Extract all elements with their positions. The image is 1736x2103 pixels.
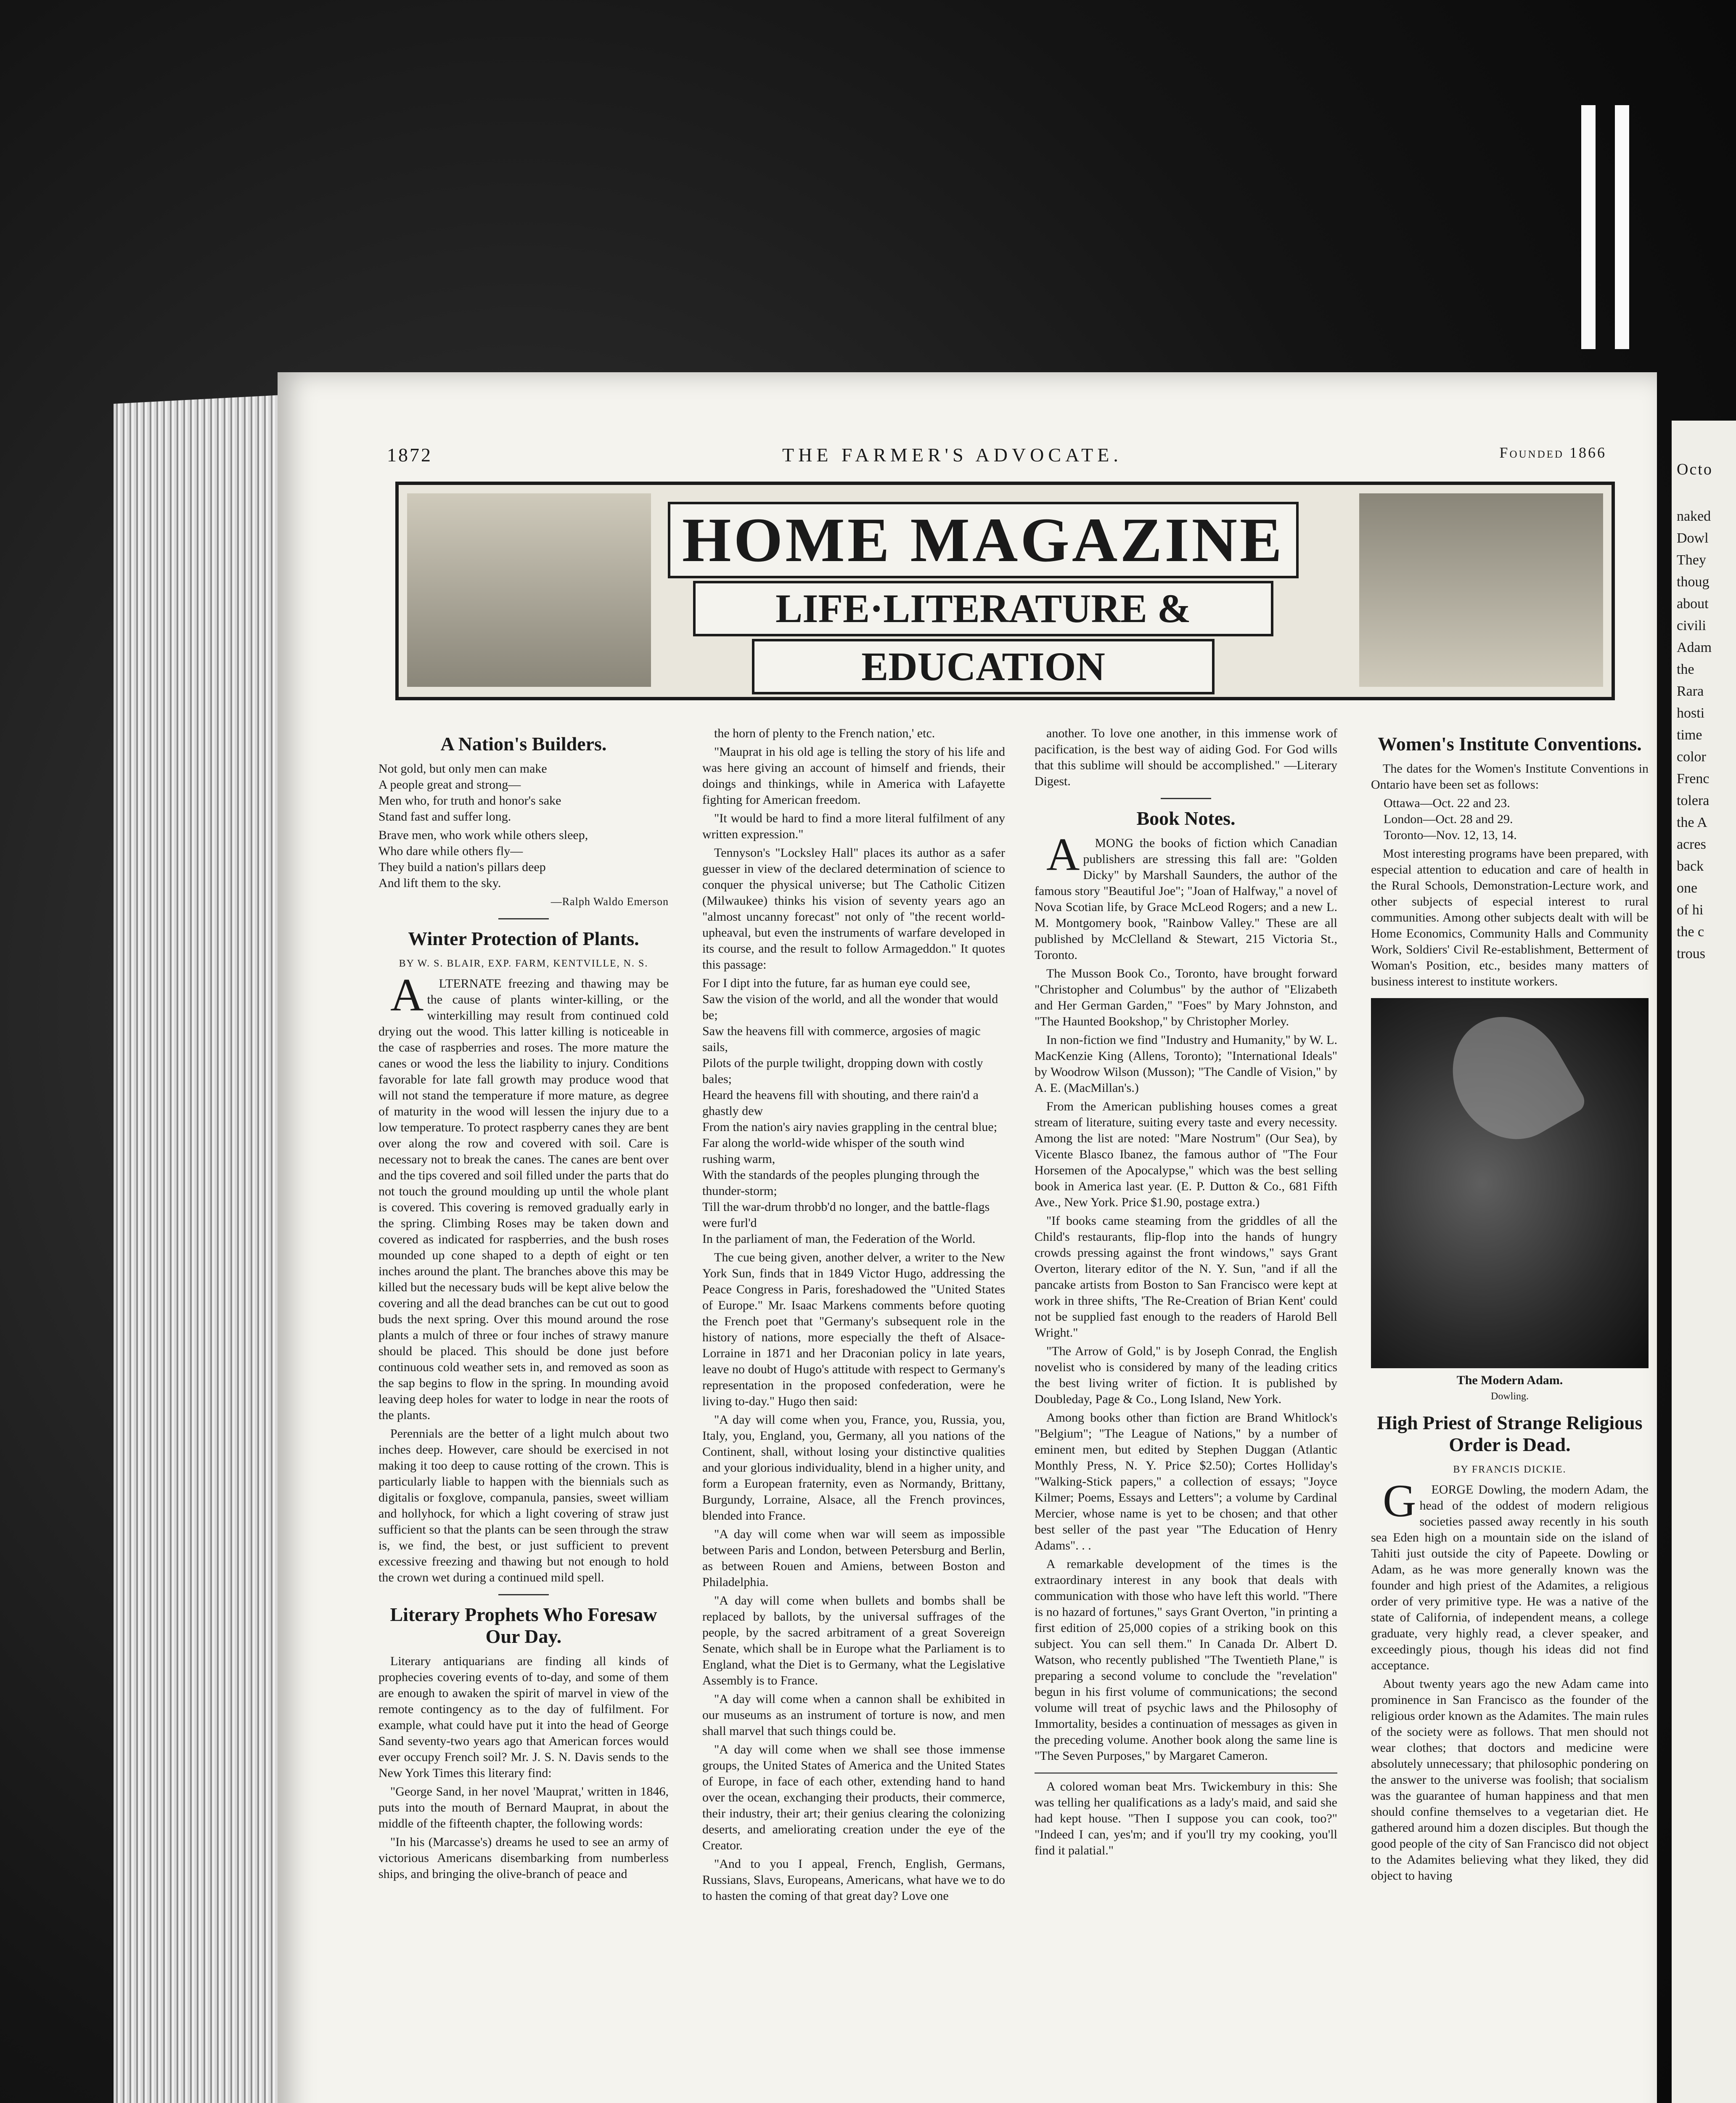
article-paragraph: another. To love one another, in this immense work of pacification, is the best way of aiding God. For God wills that this sublime will should be accomplished." —Literary Digest. — [1035, 726, 1337, 788]
facing-page-fragment — [1672, 421, 1736, 2103]
article-paragraph: "A day will come when you, France, you, Russia, you, Italy, you, England, you, Germany, all you nations of the Continent, shall, without losing your distinctive qualities and your glorious individuality, blend in a higher unity, and form a European fraternity, even as Normandy, Brittany, Burgundy, Lorraine, Alsace, all the French provinces, blended into France. — [702, 1413, 1005, 1523]
facing-page-line: civili — [1677, 618, 1706, 633]
facing-page-line: time — [1677, 727, 1702, 743]
anecdote-paragraph: A colored woman beat Mrs. Twickembury in this: She was telling her qualifications as a lady's maid, and said she had kept house. "Then I suppose you can cook, too?" "Indeed I can, yes'm; and if you'll try my cooking, you'll find it palatial." — [1035, 1780, 1337, 1857]
article-paragraph: "George Sand, in her novel 'Mauprat,' written in 1846, puts into the mouth of Bernard Mauprat, in about the middle of the fifteenth chapter, the following words: — [378, 1785, 669, 1830]
article-paragraph: "It would be hard to find a more literal fulfilment of any written expression." — [702, 811, 1005, 841]
facing-page-line: thoug — [1677, 574, 1710, 590]
facing-page-header: Octo — [1677, 461, 1713, 478]
article-paragraph: A remarkable development of the times is the extraordinary interest in any book that deals with communication with those who have left this world. "There is no hazard of fortunes," says Grant Overton, "in printing a first edition of 25,000 copies of a striking book on this subject. You can sell them." In Canada Dr. Albert D. Watson, who recently published "The Twentieth Plane," is preparing a second volume to conclude the "revelation" begun in his first volume of communications; the second volume will treat of psychic laws and the Philosophy of Immortality, besides a continuation of messages as given in the preceding volume. Another book along the same line is "The Seven Purposes," by Margaret Cameron. — [1035, 1557, 1337, 1763]
facing-page-line: tolera — [1677, 793, 1710, 808]
column-3 — [1035, 726, 1337, 1861]
article-paragraph: Among books other than fiction are Brand Whitlock's "Belgium"; "The League of Nations," by a number of eminent men, but edited by Stephen Duggan (Atlantic Monthly Press, N. Y. Price $2.50); Cortes Holliday's "Walking-Stick papers," a collection of essays; "Joyce Kilmer; Poems, Essays and Letters"; a volume by Cardinal Mercier, whose name is yet to be chosen; and that other best seller of the past year "The Education of Henry Adams". . . — [1035, 1411, 1337, 1552]
running-header — [278, 444, 1657, 469]
article-title: Women's Institute Conventions. — [1378, 733, 1642, 755]
facing-page-line: Frenc — [1677, 771, 1710, 787]
scanner-marker — [1581, 105, 1596, 349]
facing-page-line: about — [1677, 596, 1709, 612]
article-paragraph: ALTERNATE freezing and thawing may be the cause of plants winter-killing, or the winterkilling may result from continued cold drying out the wood. This latter killing is noticeable in the case of raspberries and roses. The more mature the canes or wood the less the liability to injury. Conditions favorable for late fall growth may produce wood that will not stand the temperature if more mature, as degree of maturity in the wood will lessen the injury due to a low temperature. To protect raspberry canes they are bent over along the row and covered with soil. Care is necessary not to break the canes. The canes are bent over and the tips covered and soil filled under the parts that do not touch the ground moulding up until the whole plant is covered. This covering is removed gradually early in the spring. Climbing Roses may be taken down and covered as indicated for raspberries, and the bush roses mounded up cone shaped to a depth of eight or ten inches around the plant. The branches above this may be killed but the necessary buds will be kept alive below the covering and all the dead branches can be cut out to good buds the next spring. Over this mound around the rose plants a mulch of three or four inches of strawy manure should be placed. This should be done just before continuous cold weather sets in, and removed as soon as the sap begins to flow in the spring. In mounding avoid leaving deep holes for water to lodge in near the roots of the plants. — [378, 969, 669, 1422]
facing-page-line: naked — [1677, 509, 1711, 524]
article-paragraph: The dates for the Women's Institute Conventions in Ontario have been set as follows: — [1371, 762, 1649, 792]
article-title: Literary Prophets Who Foresaw Our Day. — [390, 1604, 657, 1647]
article-paragraph: "A day will come when we shall see those immense groups, the United States of America and the United States of Europe, in face of each other, extending hand to hand over the ocean, exchanging their products, their commerce, their industry, their art; their genius clearing the colonizing deserts, and ameliorating creation under the eye of the Creator. — [702, 1743, 1005, 1852]
scanner-marker — [1615, 105, 1629, 349]
article-paragraph: "If books came steaming from the griddles of all the Child's restaurants, flip-flop into the hands of hungry crowds pressing against the front windows," says Grant Overton, literary editor of the N. Y. Sun, "and if all the pancake artists from Boston to San Francisco were kept at work in three shifts, 'The Re-Creation of Brian Kent' could not be supplied fast enough to the readers of Harold Bell Wright." — [1035, 1214, 1337, 1340]
facing-page-line: the — [1677, 662, 1694, 677]
article-paragraph: "A day will come when a cannon shall be exhibited in our museums as an instrument of torture is now, and men shall marvel that such things could be. — [702, 1692, 1005, 1738]
magazine-page — [278, 372, 1657, 2103]
photo-credit: Dowling. — [1491, 1391, 1529, 1402]
article-byline: BY FRANCIS DICKIE. — [1453, 1464, 1567, 1475]
article-paragraph: AMONG the books of fiction which Canadian publishers are stressing this fall are: "Golden Dicky" by Marshall Saunders, the author of the famous story "Beautiful Joe"; "Joan of Halfway," a novel of Nova Scotian life, by Grace McLeod Rogers; and a new L. M. Montgomery book, "Rainbow Valley." These are all published by McClelland & Stewart, 215 Victoria St., Toronto. — [1035, 829, 1337, 962]
article-paragraph: The Musson Book Co., Toronto, have brought forward "Christopher and Columbus" by the author of "Elizabeth and Her German Garden," "Foes" by Mary Johnston, and "The Haunted Bookshop," by Christopher Morley. — [1035, 967, 1337, 1028]
article-byline: BY W. S. BLAIR, EXP. FARM, KENTVILLE, N. S. — [399, 958, 648, 969]
article-paragraph: "A day will come when war will seem as impossible between Paris and London, between Petersburg and Berlin, as between Rouen and Amiens, between Boston and Philadelphia. — [702, 1527, 1005, 1589]
home-magazine-masthead — [395, 482, 1615, 700]
article-paragraph: "In his (Marcasse's) dreams he used to see an army of victorious Americans disembarking from numberless ships, and bringing the olive-branch of peace and — [378, 1835, 669, 1881]
facing-page-line: of hi — [1677, 902, 1704, 918]
facing-page-line: Rara — [1677, 683, 1704, 699]
modern-adam-photo — [1371, 998, 1649, 1368]
article-paragraph: "The Arrow of Gold," is by Joseph Conrad, the English novelist who is considered by many of the leading critics the best living writer of fiction. It is published by Doubleday, Page & Co., Long Island, New York. — [1035, 1344, 1337, 1406]
facing-page-line: Dowl — [1677, 530, 1709, 546]
fireplace-illustration — [1359, 493, 1603, 687]
banana-leaf-shape — [1431, 996, 1588, 1160]
article-paragraph: Tennyson's "Locksley Hall" places its author as a safer guesser in view of the declared determination of science to conquer the physical universe; but The Catholic Citizen (Milwaukee) thinks his vision of seventy years ago an "almost uncanny forecast" not only of "the recent world-upheaval, but even the instruments of warfare developed in its course, and the result to follow Armageddon." It quotes this passage: — [702, 846, 1005, 972]
convention-dates: Ottawa—Oct. 22 and 23. London—Oct. 28 and 29. Toronto—Nov. 12, 13, 14. — [1384, 796, 1517, 842]
divider — [1161, 798, 1211, 799]
article-title: Winter Protection of Plants. — [408, 928, 639, 949]
cottage-illustration — [407, 493, 651, 687]
poem-title: A Nation's Builders. — [440, 733, 607, 755]
article-paragraph: Literary antiquarians are finding all kinds of prophecies covering events of to-day, and some of them are enough to awaken the spirit of marvel in view of the remote contingency as to the day of fulfilment. For example, what could have put it into the head of George Sand seventy-two years ago that American forces would ever occupy French soil? Mr. J. S. N. Davis sends to the New York Times this literary find: — [378, 1654, 669, 1780]
article-paragraph: "A day will come when bullets and bombs shall be replaced by ballots, by the universal suffrages of the people, by the sacred arbitrament of a great Sovereign Senate, which shall be in Europe what the Parliament is to England, what the Diet is to Germany, what the Legislative Assembly is to France. — [702, 1594, 1005, 1687]
facing-page-line: They — [1677, 552, 1706, 568]
facing-page-text — [1672, 506, 1736, 965]
facing-page-line: the c — [1677, 924, 1704, 940]
article-title: Book Notes. — [1136, 808, 1236, 829]
facing-page-line: one — [1677, 880, 1698, 896]
facing-page-line: back — [1677, 858, 1704, 874]
facing-page-line: trous — [1677, 946, 1705, 961]
article-paragraph: From the American publishing houses comes a great stream of literature, suiting every taste and every necessity. Among the list are noted: "Mare Nostrum" (Our Sea), by Vicente Blasco Ibanez, the famous author of "The Four Horsemen of the Apocalypse," which was the best selling book in America last year. (E. P. Dutton & Co., 681 Fifth Ave., New York. Price $1.90, postage extra.) — [1035, 1099, 1337, 1209]
divider — [498, 1594, 549, 1595]
photo-caption: The Modern Adam. — [1456, 1373, 1563, 1387]
facing-page-line: hosti — [1677, 705, 1705, 721]
divider — [498, 918, 549, 919]
article-paragraph: About twenty years ago the new Adam came into prominence in San Francisco as the founder of the religious order known as the Adamites. The main rules of the society were as follows. That men should not wear clothes; that doctors and medicine were absolutely unnecessary; that philosophic pondering on the answer to the universe was foolish; that socialism was the guarantee of human happiness and that men should confine themselves to a vegetarian diet. He gathered around him a dozen disciples. But though the good people of the city of San Francisco did not object to the Adamites believing what they liked, they did object to having — [1371, 1677, 1649, 1883]
facing-page-line: Adam — [1677, 640, 1712, 655]
masthead-subtitle-2: EDUCATION — [752, 639, 1215, 694]
column-4 — [1371, 726, 1649, 1886]
article-title: High Priest of Strange Religious Order is Dead. — [1377, 1412, 1643, 1455]
facing-page-line: the A — [1677, 815, 1707, 830]
article-paragraph: The cue being given, another delver, a writer to the New York Sun, finds that in 1849 Victor Hugo, addressing the Peace Congress in Paris, foreshadowed the "United States of Europe." Mr. Isaac Markens comments before quoting the French poet that "Germany's subsequent role in the history of nations, more especially the theft of Alsace-Lorraine in 1871 and her Draconian policy in late years, leave no doubt of Hugo's attitude with respect to Germany's representation in the proposed confederation, were he living to-day." Hugo then said: — [702, 1250, 1005, 1408]
facing-page-line: acres — [1677, 837, 1706, 852]
column-1 — [378, 726, 669, 1885]
masthead-title: HOME MAGAZINE — [668, 502, 1299, 578]
founded-note: Founded 1866 — [1499, 444, 1606, 461]
poem-stanza: Brave men, who work while others sleep, Who dare while others fly— They build a nation's pillars deep And lift them to the sky. — [378, 828, 588, 890]
poem-stanza: Not gold, but only men can make A people great and strong— Men who, for truth and honor's sake Stand fast and suffer long. — [378, 762, 561, 824]
article-paragraph: "And to you I appeal, French, English, Germans, Russians, Slavs, Europeans, Americans, what have we to do to hasten the coming of that great day? Love one — [702, 1857, 1005, 1903]
article-paragraph: the horn of plenty to the French nation,' etc. — [714, 726, 935, 740]
column-2 — [702, 726, 1005, 1907]
publication-title: THE FARMER'S ADVOCATE. — [782, 444, 1122, 466]
article-paragraph: In non-fiction we find "Industry and Humanity," by W. L. MacKenzie King (Allens, Toronto); "International Ideals" by Woodrow Wilson (Musson); "The Candle of Vision," by A. E. (MacMillan's.) — [1035, 1033, 1337, 1095]
article-paragraph: GEORGE Dowling, the modern Adam, the head of the oddest of modern religious societies passed away recently in his south sea Eden high on a mountain side on the island of Tahiti just outside the city of Papeete. Dowling or Adam, as he was more generally known was the founder and high priest of the Adamites, a religious order of very primitive type. He was a native of the state of California, of independent means, a college graduate, very highly read, a clever speaker, and exceedingly pious, though his ideas did not find acceptance. — [1371, 1475, 1649, 1672]
article-paragraph: Most interesting programs have been prepared, with especial attention to education and care of health in the Rural Schools, Demonstration-Lecture work, and other subjects of especial interest to rural communities. Among other subjects dealt with will be Home Economics, Community Halls and Community Work, Soldiers' Civil Re-establishment, Betterment of Woman's Position, etc., besides many matters of business interest to institute workers. — [1371, 847, 1649, 988]
article-paragraph: Perennials are the better of a light mulch about two inches deep. However, care should be exercised in not making it too deep to cause rotting of the crown. This is particularly liable to happen with the biennials such as digitalis or foxglove, companula, pansies, sweet william and hollyhock, for which a light covering of straw just sufficient so that the plants can be seen through the straw is, we find, the best, or just sufficient to prevent excessive freezing and thawing but not enough to hold the crown wet during a continued mild spell. — [378, 1427, 669, 1584]
facing-page-line: color — [1677, 749, 1706, 765]
article-paragraph: "Mauprat in his old age is telling the story of his life and was here giving an account of himself and friends, their doings and thinkings, while in America with Lafayette fighting for American freedom. — [702, 745, 1005, 807]
masthead-subtitle: LIFE·LITERATURE & — [693, 581, 1273, 636]
poem-author: —Ralph Waldo Emerson — [550, 895, 669, 908]
page-number: 1872 — [387, 444, 432, 466]
quoted-poem: For I dipt into the future, far as human eye could see, Saw the vision of the world, and all the wonder that would be; Saw the heavens fill with commerce, argosies of magic sails, Pilots of the purple twilight, dropping down with costly bales; Heard the heavens fill with shouting, and there rain'd a ghastly dew From the nation's airy navies grappling in the central blue; Far along the world-wide whisper of the south wind rushing warm, With the standards of the peoples plunging through the thunder-storm; Till the war-drum throbb'd no longer, and the battle-flags were furl'd In the parliament of man, the Federation of the World. — [702, 976, 998, 1246]
